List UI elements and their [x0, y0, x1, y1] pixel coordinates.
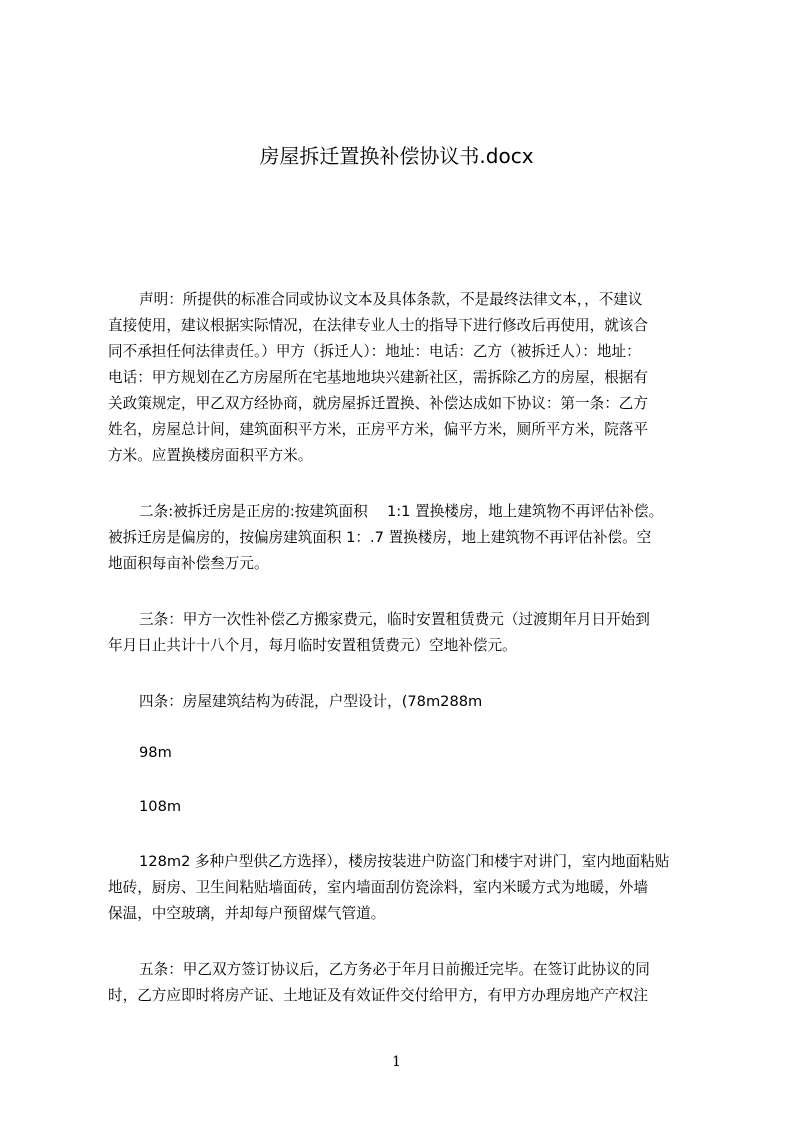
text-line: 关政策规定，甲乙双方经协商，就房屋拆迁置换、补偿达成如下协议：第一条：乙方	[108, 395, 648, 412]
text-line: 保温，中空玻璃，并却每户预留煤气管道。	[108, 905, 386, 922]
text-line: 时，乙方应即时将房产证、土地证及有效证件交付给甲方，有甲方办理房地产产权注	[108, 987, 648, 1004]
text-line: 三条：甲方一次性补偿乙方搬家费元，临时安置租赁费元（过渡期年月日开始到	[139, 611, 650, 628]
text-line: 地面积每亩补偿叁万元。	[108, 555, 269, 572]
text-line: 四条：房屋建筑结构为砖混，户型设计，(78m288m	[139, 693, 483, 710]
document-title: 房屋拆迁置换补偿协议书.docx	[259, 144, 534, 168]
text-line: 五条：甲乙双方签订协议后，乙方务必于年月日前搬迁完毕。在签订此协议的同	[139, 961, 650, 978]
text-line: 姓名，房屋总计间，建筑面积平方米，正房平方米，偏平方米，厕所平方米，院落平	[108, 421, 648, 438]
text-line: 同不承担任何法律责任。）甲方（拆迁人）：地址：电话：乙方（被拆迁人）：地址：	[108, 343, 641, 360]
text-line: 电话：甲方规划在乙方房屋所在宅基地地块兴建新社区，需拆除乙方的房屋，根据有	[108, 369, 648, 386]
text-line: 声明：所提供的标准合同或协议文本及具体条款，不是最终法律文本，，不建议	[139, 291, 643, 308]
text-line: 98m	[139, 744, 172, 761]
text-line: 地砖，厨房、卫生间粘贴墙面砖，室内墙面刮仿瓷涂料，室内米暖方式为地暖，外墙	[108, 879, 648, 896]
text-line: 108m	[139, 798, 182, 815]
text-line: 128m2 多种户型供乙方选择），楼房按装进户防盗门和楼宇对讲门，室内地面粘贴	[139, 853, 670, 870]
text-line: 年月日止共计十八个月，每月临时安置租赁费元）空地补偿元。	[108, 637, 517, 654]
text-line: 直接使用，建议根据实际情况，在法律专业人士的指导下进行修改后再使用，就该合	[108, 317, 648, 334]
text-line: 被拆迁房是偏房的，按偏房建筑面积 1：.7 置换楼房，地上建筑物不再评估补偿。空	[108, 529, 652, 546]
page-number: 1	[392, 1054, 401, 1070]
text-line: 方米。应置换楼房面积平方米。	[108, 447, 313, 464]
text-line: 二条:被拆迁房是正房的:按建筑面积 1:1 置换楼房，地上建筑物不再评估补偿。	[139, 503, 664, 520]
